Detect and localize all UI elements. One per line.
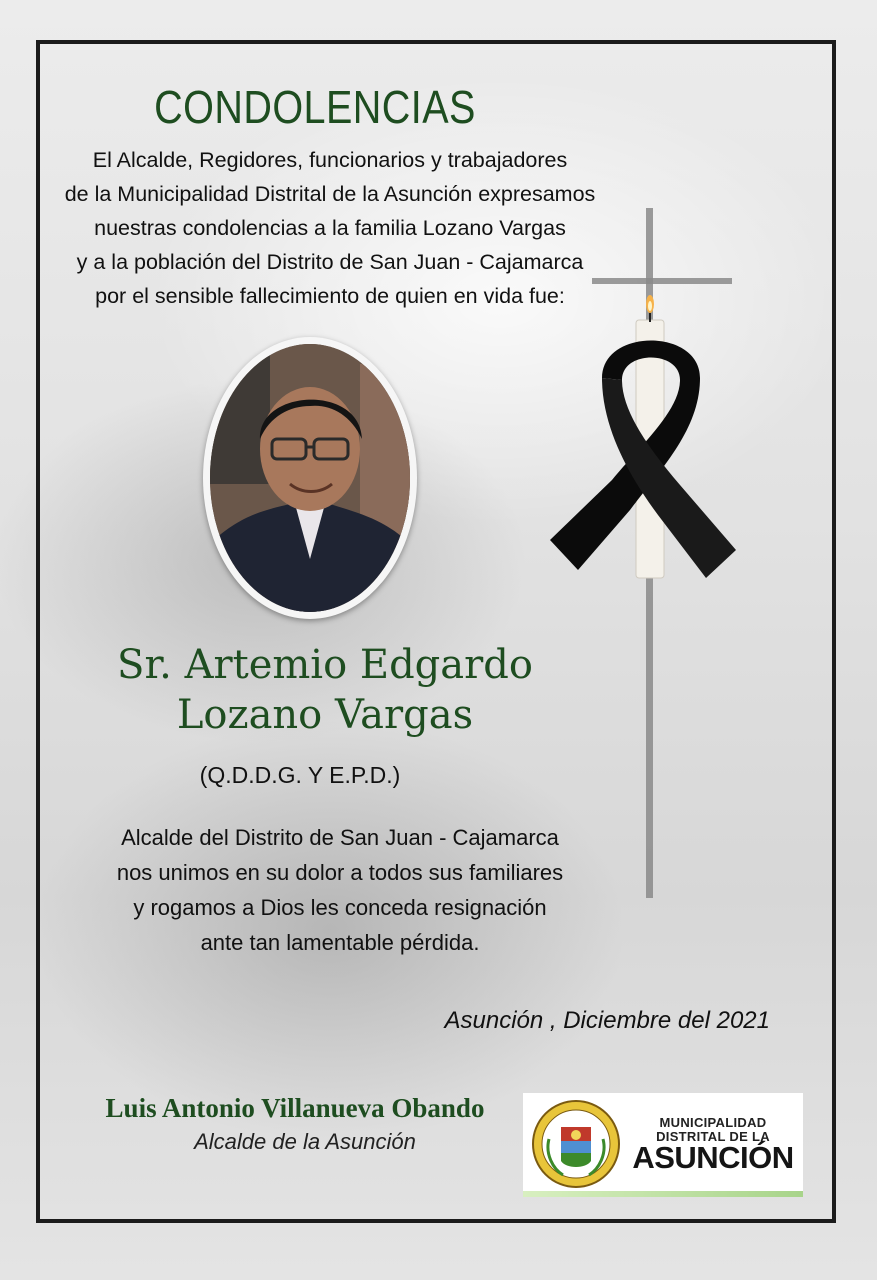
logo-line: DISTRITAL DE LA	[656, 1129, 770, 1144]
card-title: CONDOLENCIAS	[154, 81, 476, 133]
cross-candle-ribbon-icon	[540, 200, 760, 900]
body-line: Alcalde del Distrito de San Juan - Cajamarca	[121, 825, 559, 850]
place-date: Asunción , Diciembre del 2021	[444, 1007, 770, 1034]
body-line: ante tan lamentable pérdida.	[200, 930, 480, 955]
logo-line: MUNICIPALIDAD	[659, 1115, 767, 1130]
deceased-name	[60, 640, 590, 740]
deceased-name-line: Lozano Vargas	[176, 692, 474, 738]
logo-line: ASUNCIÓN	[632, 1140, 794, 1175]
intro-line: nuestras condolencias a la familia Lozano Vargas	[94, 216, 566, 240]
body-line: y rogamos a Dios les conceda resignación	[133, 895, 547, 920]
intro-line: por el sensible fallecimiento de quien en vida fue:	[95, 284, 565, 308]
municipality-logo	[523, 1093, 803, 1197]
qddg-note: (Q.D.D.G. Y E.P.D.)	[199, 762, 401, 788]
intro-line: de la Municipalidad Distrital de la Asunción expresamos	[64, 182, 596, 206]
body-line: nos unimos en su dolor a todos sus familiares	[116, 860, 564, 885]
intro-line: El Alcalde, Regidores, funcionarios y trabajadores	[92, 148, 568, 172]
body-text	[60, 820, 620, 960]
deceased-name-line: Sr. Artemio Edgardo	[117, 642, 533, 688]
signer-role: Alcalde de la Asunción	[194, 1129, 416, 1154]
intro-line: y a la población del Distrito de San Juan - Cajamarca	[76, 250, 584, 274]
municipality-seal-icon	[531, 1099, 621, 1189]
intro-text	[40, 143, 620, 313]
portrait-photo	[210, 344, 410, 612]
signer-name: Luis Antonio Villanueva Obando	[105, 1093, 485, 1123]
portrait-frame	[203, 337, 417, 619]
logo-underline	[523, 1191, 803, 1197]
